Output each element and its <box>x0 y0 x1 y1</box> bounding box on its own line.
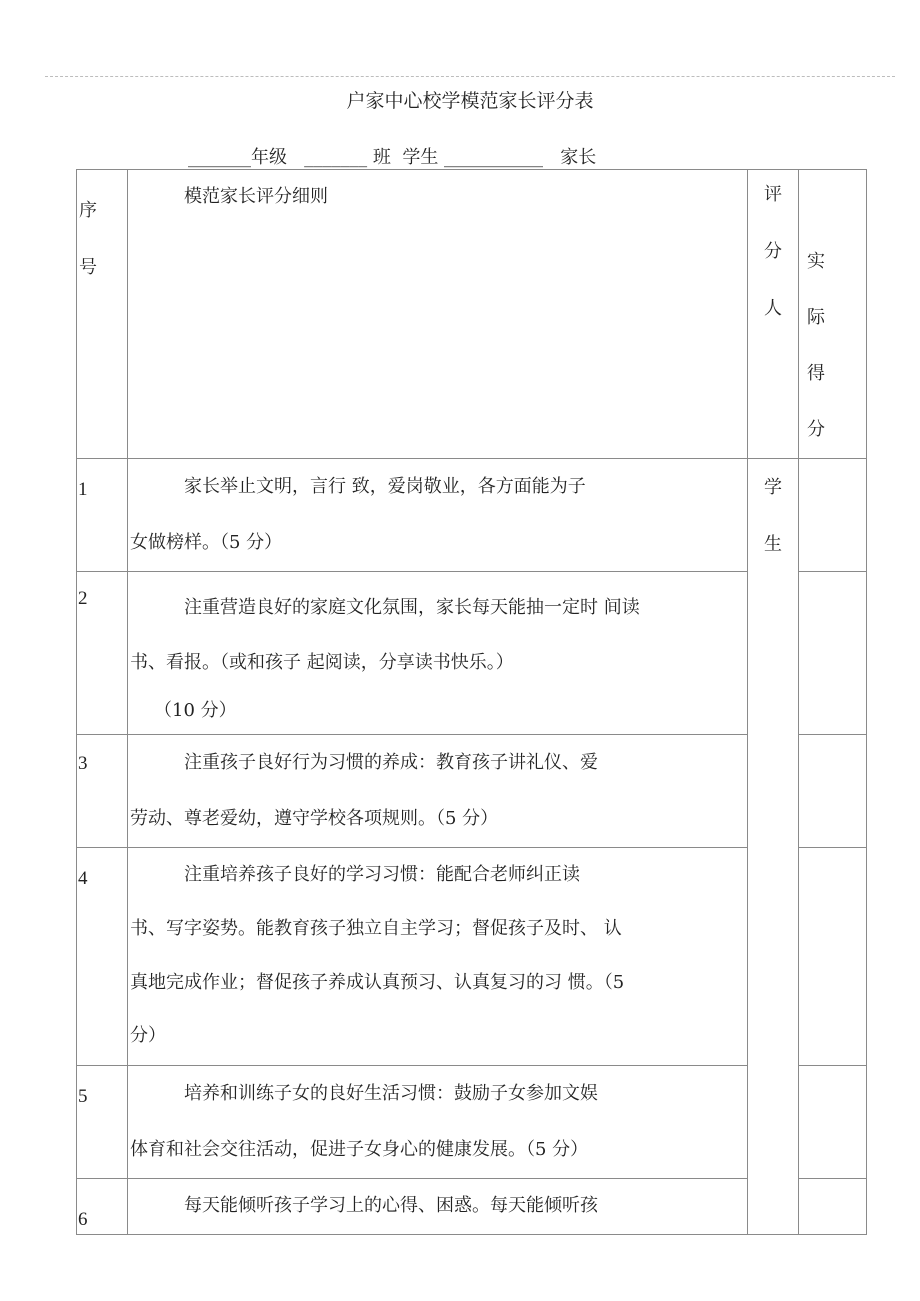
detail-line: 分） <box>130 1025 166 1046</box>
row-detail <box>128 572 748 735</box>
row-detail <box>128 735 748 848</box>
row-detail <box>128 1179 748 1235</box>
seq-header-char: 序 <box>79 200 97 221</box>
seq-header <box>77 170 128 459</box>
scorer-header-char: 评 <box>764 184 782 205</box>
scorer-cell <box>748 459 799 1235</box>
scorer-header-char: 分 <box>764 241 782 262</box>
scorer-char: 生 <box>764 534 782 555</box>
row-number: 5 <box>77 1066 128 1179</box>
seq-header-char: 号 <box>79 257 97 278</box>
detail-header <box>128 170 748 459</box>
detail-line: 注重培养孩子良好的学习习惯：能配合老师纠正读 <box>184 864 580 885</box>
detail-line: 体育和社会交往活动，促进子女身心的健康发展。（5 分） <box>130 1139 589 1160</box>
scorer-header-char: 人 <box>764 298 782 319</box>
detail-line: 每天能倾听孩子学习上的心得、困惑。每天能倾听孩 <box>184 1195 598 1216</box>
actual-score-cell[interactable] <box>799 848 867 1066</box>
score-table <box>76 169 867 1235</box>
row-detail <box>128 1066 748 1179</box>
detail-line: 培养和训练子女的良好生活习惯：鼓励子女参加文娱 <box>184 1083 598 1104</box>
detail-line: 家长举止文明，言行 致，爱岗敬业，各方面能为子 <box>184 476 586 497</box>
detail-header-label: 模范家长评分细则 <box>184 186 328 207</box>
table-row <box>77 459 867 572</box>
detail-line: 女做榜样。（5 分） <box>130 532 283 553</box>
actual-score-cell[interactable] <box>799 735 867 848</box>
page-title: 户家中心校学模范家长评分表 <box>346 90 594 112</box>
actual-score-cell[interactable] <box>799 1066 867 1179</box>
actual-score-cell[interactable] <box>799 459 867 572</box>
row-detail <box>128 848 748 1066</box>
row-number: 1 <box>77 459 128 572</box>
detail-line: 劳动、尊老爱幼，遵守学校各项规则。（5 分） <box>130 808 499 829</box>
detail-line: 真地完成作业；督促孩子养成认真预习、认真复习的习 惯。（5 <box>130 972 625 993</box>
detail-line: 书、写字姿势。能教育孩子独立自主学习；督促孩子及时、 认 <box>130 918 622 939</box>
top-divider <box>45 76 895 77</box>
row-number: 2 <box>77 572 128 735</box>
actual-score-cell[interactable] <box>799 572 867 735</box>
table-header-row <box>77 170 867 459</box>
row-detail <box>128 459 748 572</box>
actual-score-cell[interactable] <box>799 1179 867 1235</box>
actual-score-header <box>799 170 867 459</box>
scorer-char: 学 <box>764 477 782 498</box>
actual-score-header-line: 实际 <box>807 251 837 328</box>
detail-line: （10 分） <box>154 700 237 721</box>
actual-score-header-line: 得分 <box>807 363 837 440</box>
row-number: 6 <box>77 1179 128 1235</box>
student-info-line: _______年级 _______ 班 学生 ___________ 家长 <box>188 147 597 168</box>
row-number: 3 <box>77 735 128 848</box>
detail-line: 书、看报。（或和孩子 起阅读，分享读书快乐。） <box>130 652 514 673</box>
detail-line: 注重孩子良好行为习惯的养成：教育孩子讲礼仪、爱 <box>184 752 598 773</box>
row-number: 4 <box>77 848 128 1066</box>
detail-line: 注重营造良好的家庭文化氛围，家长每天能抽一定时 间读 <box>184 597 640 618</box>
scorer-header <box>748 170 799 459</box>
